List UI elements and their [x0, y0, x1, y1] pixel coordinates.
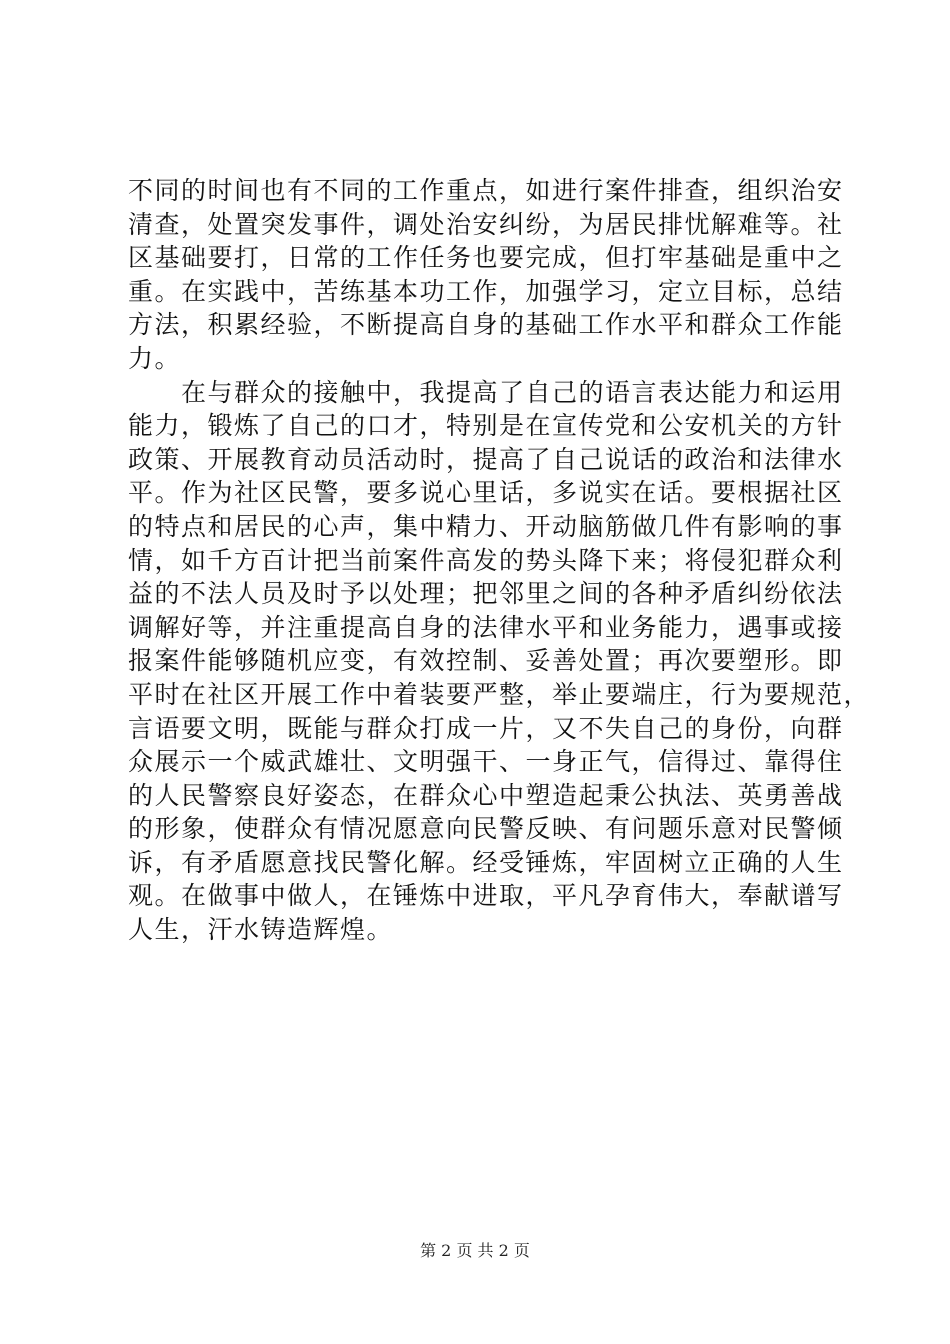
text-line: 区基础要打，日常的工作任务也要完成，但打牢基础是重中之 — [128, 243, 844, 273]
text-line: 政策、开展教育动员活动时，提高了自己说话的政治和法律水 — [128, 444, 844, 474]
text-line: 的特点和居民的心声，集中精力、开动脑筋做几件有影响的事 — [128, 511, 844, 541]
text-line: 益的不法人员及时予以处理；把邻里之间的各种矛盾纠纷依法 — [128, 579, 844, 609]
text-line: 平时在社区开展工作中着装要严整，举止要端庄，行为要规范， — [128, 679, 871, 709]
text-line: 情，如千方百计把当前案件高发的势头降下来；将侵犯群众利 — [128, 545, 844, 575]
text-line: 平。作为社区民警，要多说心里话，多说实在话。要根据社区 — [128, 478, 844, 508]
text-line: 报案件能够随机应变，有效控制、妥善处置；再次要塑形。即 — [128, 646, 844, 676]
text-line: 方法，积累经验，不断提高自身的基础工作水平和群众工作能 — [128, 310, 844, 340]
text-line: 重。在实践中，苦练基本功工作，加强学习，定立目标，总结 — [128, 276, 844, 306]
text-line: 力。 — [128, 343, 182, 373]
text-line: 众展示一个威武雄壮、文明强干、一身正气，信得过、靠得住 — [128, 747, 844, 777]
text-line: 不同的时间也有不同的工作重点，如进行案件排查，组织治安 — [128, 176, 844, 205]
text-line: 在与群众的接触中，我提高了自己的语言表达能力和运用 — [128, 377, 844, 407]
text-line: 的人民警察良好姿态，在群众心中塑造起秉公执法、英勇善战 — [128, 780, 844, 810]
text-line: 言语要文明，既能与群众打成一片，又不失自己的身份，向群 — [128, 713, 844, 743]
text-line: 调解好等，并注重提高自身的法律水平和业务能力，遇事或接 — [128, 612, 844, 642]
body-text — [128, 174, 871, 947]
text-line: 观。在做事中做人，在锤炼中进取，平凡孕育伟大，奉献谱写 — [128, 881, 844, 911]
text-line: 的形象，使群众有情况愿意向民警反映、有问题乐意对民警倾 — [128, 814, 844, 844]
text-line: 诉，有矛盾愿意找民警化解。经受锤炼，牢固树立正确的人生 — [128, 847, 844, 877]
text-line: 能力，锻炼了自己的口才，特别是在宣传党和公安机关的方针 — [128, 411, 844, 441]
page-number-footer: 第 2 页 共 2 页 — [420, 1241, 530, 1260]
text-line: 人生，汗水铸造辉煌。 — [128, 915, 394, 945]
text-line: 清查，处置突发事件，调处治安纠纷，为居民排忧解难等。社 — [128, 209, 844, 239]
